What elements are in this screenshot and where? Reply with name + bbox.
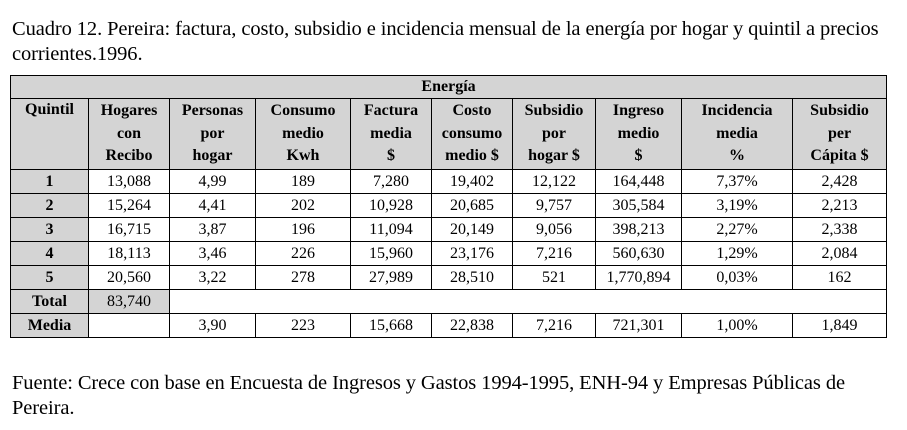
table-cell: 189 bbox=[256, 170, 351, 194]
table-cell: 3,87 bbox=[170, 218, 256, 242]
table-cell: 223 bbox=[256, 314, 351, 338]
table-cell: 3,46 bbox=[170, 242, 256, 266]
table-cell: 7,37% bbox=[682, 170, 793, 194]
column-header bbox=[682, 99, 793, 170]
column-header bbox=[89, 99, 170, 170]
table-cell: 162 bbox=[793, 266, 887, 290]
table-cell: 0,03% bbox=[682, 266, 793, 290]
table-cell: 398,213 bbox=[596, 218, 682, 242]
table-cell: 3,19% bbox=[682, 194, 793, 218]
table-cell: 1,770,894 bbox=[596, 266, 682, 290]
column-header-line: Factura bbox=[363, 102, 419, 120]
table-cell: 7,216 bbox=[513, 242, 596, 266]
table-cell: 521 bbox=[513, 266, 596, 290]
column-header-line: Subsidio bbox=[810, 102, 869, 120]
table-cell: 20,149 bbox=[432, 218, 513, 242]
table-row bbox=[11, 314, 887, 338]
column-header-line: Kwh bbox=[286, 147, 320, 165]
table-cell: 1,00% bbox=[682, 314, 793, 338]
table-cell: 20,560 bbox=[89, 266, 170, 290]
table-cell: 9,757 bbox=[513, 194, 596, 218]
table-cell: 164,448 bbox=[596, 170, 682, 194]
column-header-line: Costo bbox=[452, 102, 492, 120]
row-label-cell: 2 bbox=[11, 194, 89, 218]
column-header-line: Quintil bbox=[25, 101, 74, 118]
table-caption: Cuadro 12. Pereira: factura, costo, subsidio e incidencia mensual de la energía por hogar y quintil a precios corrientes.1996. bbox=[12, 18, 879, 65]
table-cell bbox=[170, 290, 887, 314]
table-cell: 7,216 bbox=[513, 314, 596, 338]
table-cell: 1,29% bbox=[682, 242, 793, 266]
column-header-line: Cápita $ bbox=[810, 147, 869, 165]
table-cell: 278 bbox=[256, 266, 351, 290]
column-header bbox=[432, 99, 513, 170]
column-header-line: medio bbox=[282, 124, 324, 142]
table-cell: 4,99 bbox=[170, 170, 256, 194]
table-cell: 3,90 bbox=[170, 314, 256, 338]
table-cell: 19,402 bbox=[432, 170, 513, 194]
column-header-line: Recibo bbox=[105, 147, 153, 165]
column-header-line: Subsidio bbox=[524, 102, 584, 120]
table-cell: 2,428 bbox=[793, 170, 887, 194]
column-header bbox=[793, 99, 887, 170]
column-header-line: medio $ bbox=[445, 147, 499, 165]
table-row bbox=[11, 194, 887, 218]
table-cell: 2,213 bbox=[793, 194, 887, 218]
table-row bbox=[11, 170, 887, 194]
table-cell: 15,264 bbox=[89, 194, 170, 218]
table-row bbox=[11, 290, 887, 314]
group-header: Energía bbox=[11, 76, 887, 99]
table-cell: 10,928 bbox=[351, 194, 432, 218]
table-row bbox=[11, 218, 887, 242]
column-header-line: con bbox=[117, 124, 141, 142]
table-cell: 83,740 bbox=[89, 290, 170, 314]
table-cell: 7,280 bbox=[351, 170, 432, 194]
column-header bbox=[11, 99, 89, 170]
table-cell: 226 bbox=[256, 242, 351, 266]
column-header bbox=[596, 99, 682, 170]
table-cell: 2,338 bbox=[793, 218, 887, 242]
table-cell: 15,960 bbox=[351, 242, 432, 266]
column-header-line: Consumo bbox=[270, 102, 336, 120]
table-cell: 2,27% bbox=[682, 218, 793, 242]
source-note: Fuente: Crece con base en Encuesta de Ingresos y Gastos 1994-1995, ENH-94 y Empresas Públicas de Pereira. bbox=[12, 372, 845, 419]
column-header bbox=[513, 99, 596, 170]
table-cell: 18,113 bbox=[89, 242, 170, 266]
row-label-cell: Total bbox=[11, 290, 89, 314]
column-header-line: Personas bbox=[181, 102, 244, 120]
column-header-line: media bbox=[716, 124, 758, 142]
row-label-cell: 1 bbox=[11, 170, 89, 194]
table-row bbox=[11, 242, 887, 266]
table-body bbox=[11, 170, 887, 338]
column-header-line: media bbox=[370, 124, 412, 142]
table-cell: 9,056 bbox=[513, 218, 596, 242]
table-cell: 3,22 bbox=[170, 266, 256, 290]
table-cell: 23,176 bbox=[432, 242, 513, 266]
column-header-line: medio bbox=[617, 124, 660, 142]
table-cell: 4,41 bbox=[170, 194, 256, 218]
row-label-cell: Media bbox=[11, 314, 89, 338]
column-header-line: % bbox=[729, 147, 745, 165]
table-cell: 196 bbox=[256, 218, 351, 242]
table-cell: 22,838 bbox=[432, 314, 513, 338]
table-cell: 202 bbox=[256, 194, 351, 218]
column-header bbox=[351, 99, 432, 170]
table-cell: 15,668 bbox=[351, 314, 432, 338]
table-cell: 305,584 bbox=[596, 194, 682, 218]
table-cell bbox=[89, 314, 170, 338]
column-header bbox=[256, 99, 351, 170]
column-header bbox=[170, 99, 256, 170]
table-cell: 20,685 bbox=[432, 194, 513, 218]
column-header-line: $ bbox=[387, 147, 395, 165]
column-header-line: Incidencia bbox=[701, 102, 773, 120]
table-row bbox=[11, 266, 887, 290]
table-cell: 560,630 bbox=[596, 242, 682, 266]
table-cell: 12,122 bbox=[513, 170, 596, 194]
table-cell: 16,715 bbox=[89, 218, 170, 242]
row-label-cell: 3 bbox=[11, 218, 89, 242]
row-label-cell: 4 bbox=[11, 242, 89, 266]
table-cell: 27,989 bbox=[351, 266, 432, 290]
table-cell: 13,088 bbox=[89, 170, 170, 194]
column-header-line: consumo bbox=[441, 124, 503, 142]
column-header-row bbox=[11, 99, 887, 170]
column-header-line: Ingreso bbox=[612, 102, 665, 120]
column-header-line: $ bbox=[634, 147, 643, 165]
table-cell: 1,849 bbox=[793, 314, 887, 338]
row-label-cell: 5 bbox=[11, 266, 89, 290]
table-cell: 11,094 bbox=[351, 218, 432, 242]
column-header-line: Hogares bbox=[100, 102, 158, 120]
column-header-line: hogar $ bbox=[528, 147, 580, 165]
table-cell: 721,301 bbox=[596, 314, 682, 338]
column-header-line: hogar bbox=[192, 147, 233, 165]
column-header-line: por bbox=[200, 124, 225, 142]
column-header-line: por bbox=[542, 124, 566, 142]
table-cell: 2,084 bbox=[793, 242, 887, 266]
energy-table bbox=[10, 75, 887, 338]
column-header-line: per bbox=[827, 124, 852, 142]
table-cell: 28,510 bbox=[432, 266, 513, 290]
